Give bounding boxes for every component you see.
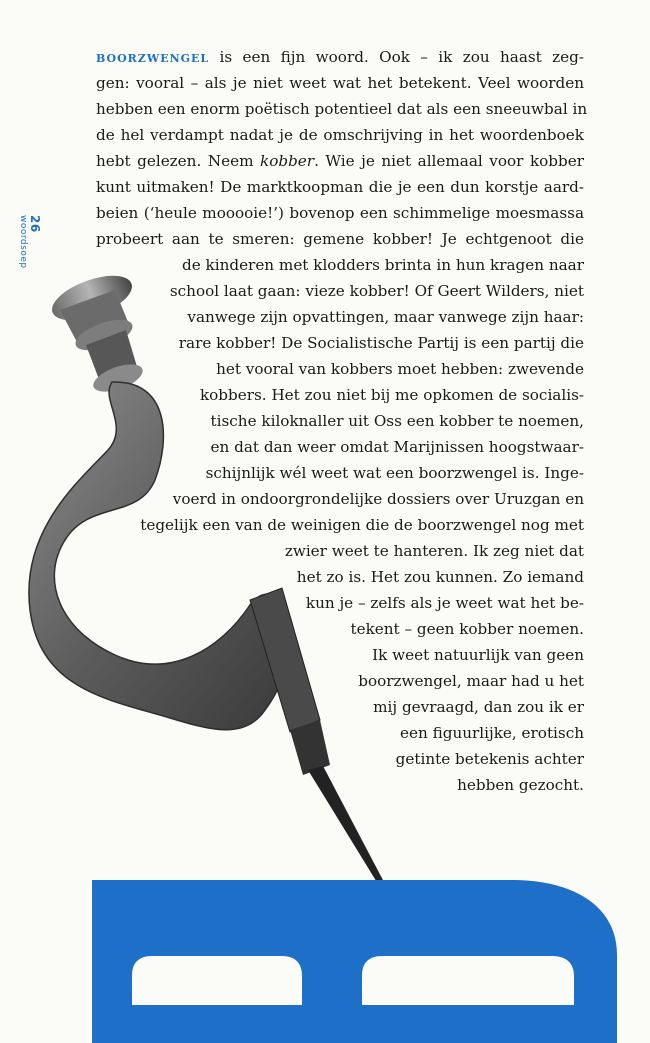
line-text: is een fijn woord. Ook – ik zou haast zeg- <box>209 48 584 66</box>
drill-knob <box>46 270 146 397</box>
text-line: mij gevraagd, dan zou ik er <box>373 698 584 716</box>
text-line: Ik weet natuurlijk van geen <box>372 646 584 664</box>
text-line: het vooral van kobbers moet hebben: zwevende <box>216 360 584 378</box>
text-line: kobbers. Het zou niet bij me opkomen de socialis- <box>199 386 584 404</box>
text-line: tekent – geen kobber noemen. <box>350 620 584 638</box>
text-line: getinte betekenis achter <box>395 750 584 768</box>
italic-word: kobber <box>260 152 315 170</box>
text-line: rare kobber! De Socialistische Partij is een partij die <box>178 334 584 352</box>
text-line: de hel verdampt nadat je de omschrijving in het woordenboek <box>96 126 584 144</box>
text-line <box>96 148 584 174</box>
big-letter-b <box>72 880 617 1043</box>
text-line: gen: vooral – als je niet weet wat het betekent. Veel woorden <box>96 74 584 92</box>
page-margin-label <box>18 215 42 269</box>
text-line: het zo is. Het zou kunnen. Zo iemand <box>296 568 584 586</box>
text-line: tegelijk een van de weinigen die de boorzwengel nog met <box>140 516 584 534</box>
text-line: tische kiloknaller uit Oss een kobber te noemen, <box>210 412 584 430</box>
text-line: kun je – zelfs als je weet wat het be- <box>305 594 584 612</box>
drill-bit <box>308 766 384 884</box>
lead-word: boorzwengel <box>96 48 210 66</box>
text-line: de kinderen met klodders brinta in hun kragen naar <box>181 256 584 274</box>
text-line: probeert aan te smeren: gemene kobber! Je echtgenoot die <box>96 230 584 248</box>
text-line: school laat gaan: vieze kobber! Of Geert Wilders, niet <box>169 282 584 300</box>
text-line: beien (‘heule mooooie!’) bovenop een schimmelige moesmassa <box>96 204 584 222</box>
text-line: een figuurlijke, erotisch <box>400 724 584 742</box>
text-line: zwier weet te hanteren. Ik zeg niet dat <box>284 542 584 560</box>
text-line: hebben gezocht. <box>457 776 584 794</box>
text-line: en dat dan weer omdat Marijnissen hoogstwaar- <box>210 438 584 456</box>
section-label: woordsoep <box>18 215 28 269</box>
page-number: 26 <box>28 215 42 233</box>
text-line: boorzwengel, maar had u het <box>358 672 584 690</box>
text-line <box>96 44 584 70</box>
text-line: vanwege zijn opvattingen, maar vanwege zijn haar: <box>187 308 584 326</box>
text-line: kunt uitmaken! De marktkoopman die je een dun korstje aard- <box>96 178 584 196</box>
text-line: voerd in ondoorgrondelijke dossiers over Uruzgan en <box>172 490 584 508</box>
text-line: schijnlijk wél weet wat een boorzwengel is. Inge- <box>205 464 584 482</box>
line-text: hebt gelezen. Neem <box>96 152 261 170</box>
drill-ferrule <box>290 720 330 775</box>
text-line: hebben een enorm poëtisch potentieel dat als een sneeuwbal in <box>96 100 588 118</box>
line-text: . Wie je niet allemaal voor kobber <box>314 152 584 170</box>
